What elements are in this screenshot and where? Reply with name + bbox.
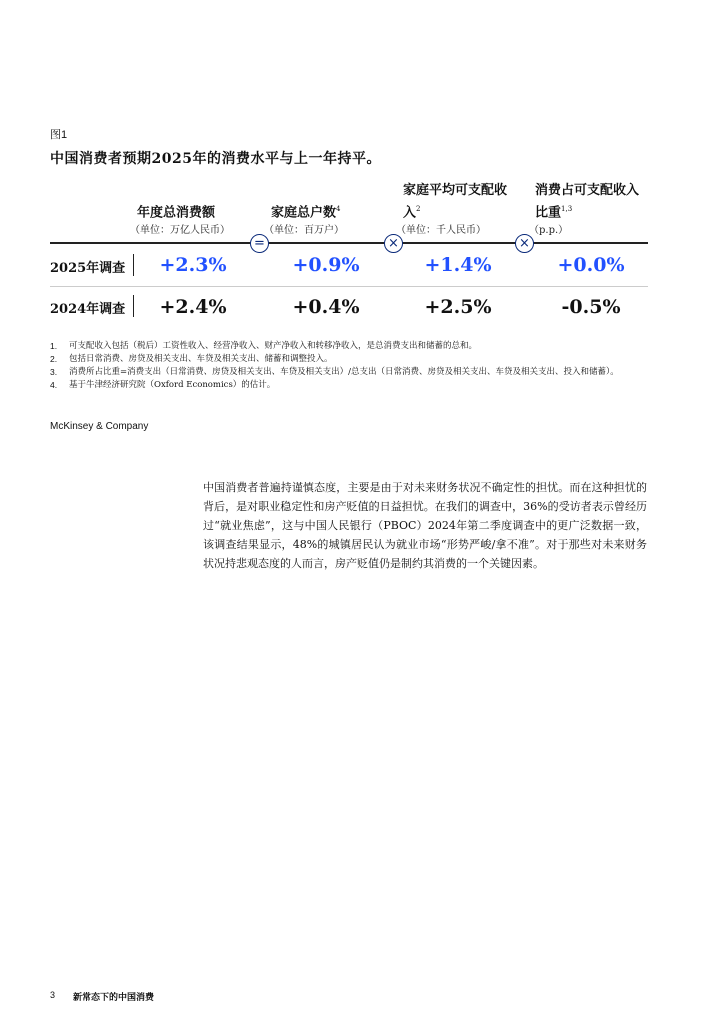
column-unit-consumption-share: （p.p.） xyxy=(529,225,569,236)
column-unit-households: （单位：百万户） xyxy=(264,225,344,236)
row-label-2024: 2024年调查 xyxy=(50,302,126,317)
value-2025-disposable-income: +1.4% xyxy=(424,254,492,276)
column-heading-disposable-income: 家庭平均可支配收入$^2$ xyxy=(403,183,508,221)
column-heading-households: 家庭总户数$^4$ xyxy=(271,205,341,221)
value-2024-consumption-share: -0.5% xyxy=(561,296,621,318)
figure-title: 中国消费者预期2025年的消费水平与上一年持平。 xyxy=(50,151,381,167)
column-heading-total-consumption: 年度总消费额 xyxy=(137,205,216,221)
page-number: 3 xyxy=(50,990,56,1000)
value-2024-households: +0.4% xyxy=(292,296,360,318)
multiply-icon: × xyxy=(384,234,403,253)
row-label-2025: 2025年调查 xyxy=(50,261,126,276)
footnote: 3. 消费所占比重=消费支出（日常消费、房贷及相关支出、车贷及相关支出）/总支出（日常消费、房贷及相关支出、车贷及相关支出、投入和储蓄）。 xyxy=(50,367,619,377)
value-2025-total-consumption: +2.3% xyxy=(159,254,227,276)
running-title: 新常态下的中国消费 xyxy=(73,993,155,1003)
equals-icon: = xyxy=(250,234,269,253)
body-paragraph: 中国消费者普遍持谨慎态度，主要是由于对未来财务状况不确定性的担忧。而在这种担忧的背后，是对职业稳定性和房产贬值的日益担忧。在我们的调查中，36%的受访者表示曾经历过“就业焦虑”，这与中国人民银行（PBOC）2024年第二季度调查中的更广泛数据一致，该调查结果显示，48%的城镇居民认为就业市场“形势严峻/拿不准”。对于那些对未来财务状况持悲观态度的人而言，房产贬值仍是制约其消费的一个关键因素。 xyxy=(203,481,647,570)
value-2024-disposable-income: +2.5% xyxy=(424,296,492,318)
footnote: 2. 包括日常消费、房贷及相关支出、车贷及相关支出、储蓄和调整投入。 xyxy=(50,354,333,364)
value-2025-consumption-share: +0.0% xyxy=(557,254,625,276)
column-unit-disposable-income: （单位：千人民币） xyxy=(396,225,486,236)
value-2025-households: +0.9% xyxy=(292,254,360,276)
table-header-rule xyxy=(50,242,648,244)
figure-label: 图1 xyxy=(50,129,68,141)
column-heading-consumption-share: 消费占可支配收入比重$^{1,3}$ xyxy=(535,183,640,221)
footnote: 4. 基于牛津经济研究院（Oxford Economics）的估计。 xyxy=(50,380,276,390)
source-credit: McKinsey & Company xyxy=(50,421,149,432)
value-2024-total-consumption: +2.4% xyxy=(159,296,227,318)
footnotes xyxy=(50,340,650,392)
multiply-icon: × xyxy=(515,234,534,253)
column-unit-total-consumption: （单位：万亿人民币） xyxy=(130,225,230,236)
footnote: 1. 可支配收入包括（税后）工资性收入、经营净收入、财产净收入和转移净收入，是总消费支出和储蓄的总和。 xyxy=(50,341,478,351)
table-row-divider xyxy=(50,286,648,287)
